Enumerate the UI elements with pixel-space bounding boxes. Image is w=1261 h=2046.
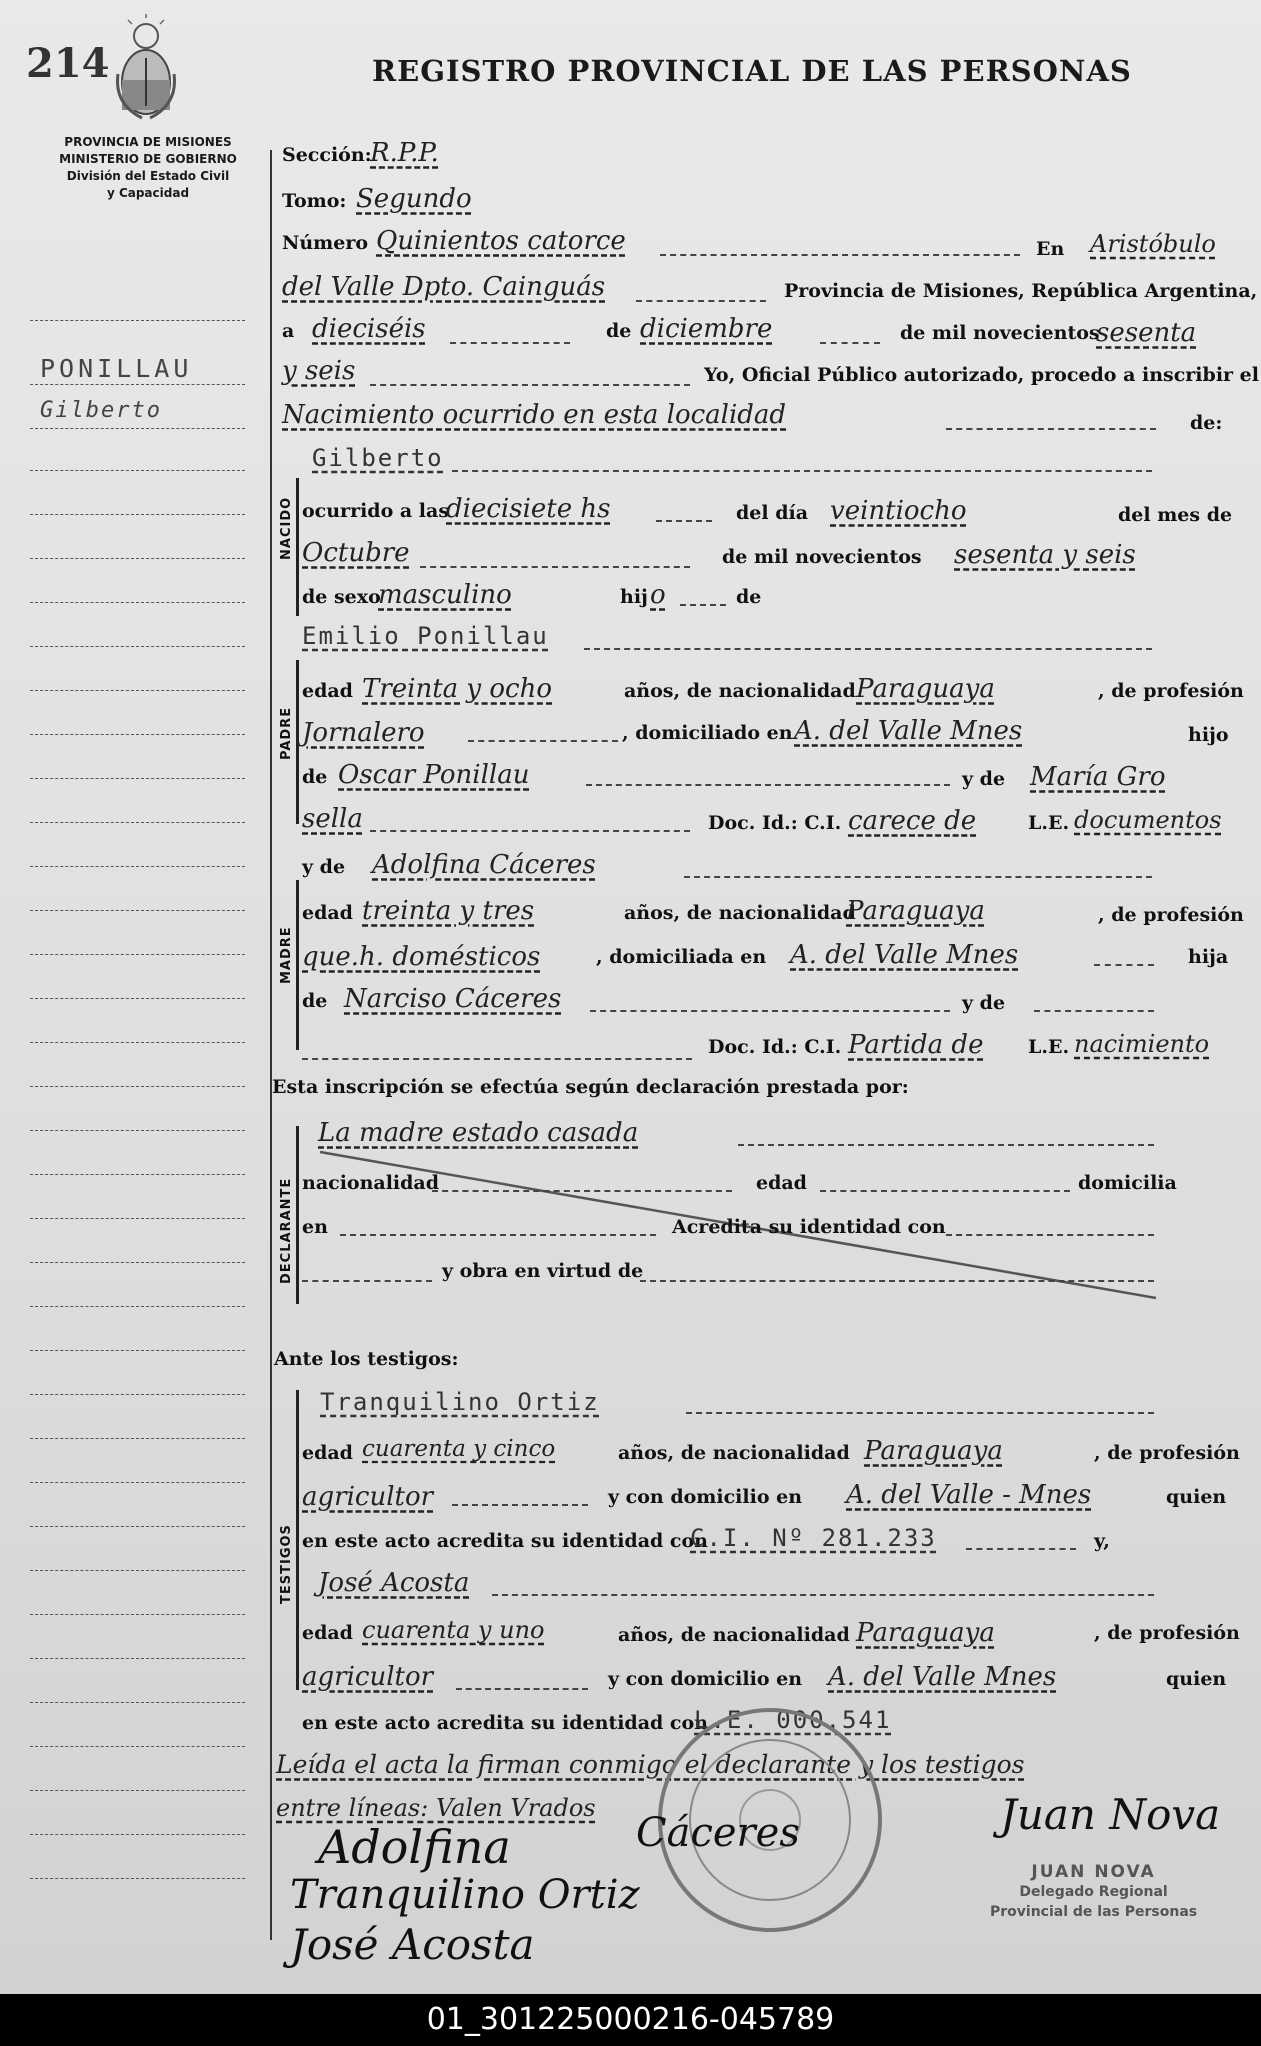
seccion-value: R.P.P. — [370, 138, 439, 168]
sexo-value: masculino — [378, 580, 512, 610]
mes-nac-value: Octubre — [302, 538, 410, 568]
del-dia-label: del día — [736, 502, 809, 524]
madre-nac-label: años, de nacionalidad — [624, 902, 856, 924]
testigo1-prof-label: , de profesión — [1094, 1442, 1240, 1464]
testigo2-prof-label: , de profesión — [1094, 1622, 1240, 1644]
numero-value: Quinientos catorce — [376, 226, 626, 256]
testigo2-nac-value: Paraguaya — [856, 1618, 995, 1648]
mil-nov-label: de mil novecientos — [900, 322, 1100, 344]
tomo-value: Segundo — [356, 184, 472, 214]
testigos-side-label: TESTIGOS — [279, 1524, 294, 1604]
anio-value-1: sesenta — [1096, 318, 1197, 348]
nacido-bar — [296, 478, 299, 616]
testigo1-nac-value: Paraguaya — [864, 1436, 1003, 1466]
testigo2-quien-label: quien — [1166, 1668, 1227, 1690]
padre-edad-value: Treinta y ocho — [362, 674, 552, 704]
padre-nac-label: años, de nacionalidad — [624, 680, 856, 702]
madre-prof-value: que.h. domésticos — [302, 942, 541, 972]
padre-le-label: L.E. — [1028, 812, 1070, 834]
padre-madre-value-1: María Gro — [1030, 762, 1166, 792]
a-label: a — [282, 320, 295, 342]
anio-nac-value: sesenta y seis — [954, 540, 1136, 570]
oficial-stamp-line: Delegado Regional — [1019, 1884, 1168, 1900]
madre-dom-label: , domiciliada en — [596, 946, 767, 968]
margin-given-name: Gilberto — [40, 398, 162, 423]
testigo1-nombre: Tranquilino Ortiz — [320, 1388, 600, 1416]
en-label: En — [1036, 238, 1065, 260]
testigo2-dom-label: y con domicilio en — [608, 1668, 803, 1690]
numero-label: Número — [282, 232, 369, 254]
testigo2-nombre: José Acosta — [318, 1568, 470, 1598]
domicilia-label: domicilia — [1078, 1172, 1177, 1194]
registry-title: REGISTRO PROVINCIAL DE LAS PERSONAS — [372, 54, 1132, 88]
acredita-label: Acredita su identidad con — [672, 1216, 946, 1238]
padre-side-label: PADRE — [279, 706, 294, 760]
madre-dom-value: A. del Valle Mnes — [790, 940, 1019, 970]
testigo2-dom-value: A. del Valle Mnes — [828, 1662, 1057, 1692]
org-block — [40, 134, 256, 202]
signature-madre: Adolfina — [318, 1820, 511, 1874]
org-line: División del Estado Civil — [66, 169, 230, 183]
madre-le-value: nacimiento — [1074, 1030, 1210, 1058]
dia-value: dieciséis — [312, 314, 426, 344]
testigo1-prof-value: agricultor — [302, 1482, 434, 1512]
margin-divider — [270, 150, 272, 1940]
lugar-value-2: del Valle Dpto. Cainguás — [282, 272, 606, 302]
hij-sufijo: o — [650, 580, 666, 610]
hora-value: diecisiete hs — [446, 494, 611, 524]
testigo1-dom-value: A. del Valle - Mnes — [846, 1480, 1092, 1510]
testigo1-y-label: y, — [1094, 1530, 1110, 1552]
madre-bar — [296, 880, 299, 1050]
madre-de-label: de — [302, 990, 328, 1012]
edad-label: edad — [756, 1172, 807, 1194]
org-line: y Capacidad — [106, 186, 190, 200]
cierre-line-2: entre líneas: Valen Vrados — [276, 1794, 596, 1822]
acto-value: Nacimiento ocurrido en esta localidad — [282, 400, 787, 430]
declarante-side-label: DECLARANTE — [279, 1177, 294, 1284]
padre-bar — [296, 660, 299, 824]
seccion-label: Sección: — [282, 144, 372, 166]
en2-label: en — [302, 1216, 328, 1238]
oficial-stamp-line: JUAN NOVA — [1031, 1862, 1156, 1882]
coat-of-arms-icon — [112, 14, 180, 124]
madre-yde-label: y de — [302, 856, 346, 878]
testigos-bar — [296, 1390, 299, 1690]
padre-doc-label: Doc. Id.: C.I. — [708, 812, 842, 834]
testigo2-acredita-label: en este acto acredita su identidad con — [302, 1712, 708, 1734]
cierre-line-1: Leída el acta la firman conmigo el declarante y los testigos — [276, 1750, 1025, 1779]
padre-nac-value: Paraguaya — [856, 674, 995, 704]
de-colon-label: de: — [1190, 412, 1223, 434]
obra-label: y obra en virtud de — [442, 1260, 644, 1282]
oficial-text: Yo, Oficial Público autorizado, procedo a inscribir el — [704, 364, 1259, 386]
testigo1-edad-value: cuarenta y cinco — [362, 1436, 556, 1462]
testigo1-doc-value: C.I. Nº 281.233 — [690, 1524, 937, 1552]
madre-hija-label: hija — [1188, 946, 1229, 968]
tomo-label: Tomo: — [282, 190, 347, 212]
sexo-label: de sexo — [302, 586, 381, 608]
testigo2-nac-label: años, de nacionalidad — [618, 1624, 850, 1646]
de-label: de — [606, 320, 632, 342]
padre-madre-value-2: sella — [302, 804, 363, 834]
de2-label: de — [736, 586, 762, 608]
padre-ci-value: carece de — [848, 806, 977, 836]
mil-nov2-label: de mil novecientos — [722, 546, 922, 568]
declarante-bar — [296, 1126, 299, 1304]
org-line: PROVINCIA DE MISIONES — [64, 135, 232, 149]
madre-edad-label: edad — [302, 902, 353, 924]
signature-testigo2: José Acosta — [290, 1920, 535, 1969]
declaracion-text: Esta inscripción se efectúa según declaración prestada por: — [272, 1076, 909, 1098]
oficial-stamp-line: Provincial de las Personas — [990, 1904, 1198, 1920]
margin-surname: PONILLAU — [40, 354, 193, 383]
padre-padre-value: Oscar Ponillau — [338, 760, 530, 790]
oficial-stamp — [990, 1862, 1197, 1922]
testigo2-edad-value: cuarenta y uno — [362, 1616, 545, 1644]
dia-nac-value: veintiocho — [830, 496, 967, 526]
madre-padre-value: Narciso Cáceres — [344, 984, 562, 1014]
testigo1-edad-label: edad — [302, 1442, 353, 1464]
padre-nombre: Emilio Ponillau — [302, 622, 549, 650]
testigo1-acredita-label: en este acto acredita su identidad con — [302, 1530, 708, 1552]
testigo1-dom-label: y con domicilio en — [608, 1486, 803, 1508]
madre-edad-value: treinta y tres — [362, 896, 535, 926]
nacido-nombre: Gilberto — [312, 444, 444, 472]
ocurrido-label: ocurrido a las — [302, 500, 450, 522]
madre-le-label: L.E. — [1028, 1036, 1070, 1058]
madre-nac-value: Paraguaya — [846, 896, 985, 926]
madre-ci-value: Partida de — [848, 1030, 984, 1060]
signature-testigo1: Tranquilino Ortiz — [290, 1872, 640, 1918]
testigo2-doc-value: L.E. 000.541 — [694, 1706, 892, 1734]
page-number: 214 — [26, 40, 110, 87]
madre-nombre: Adolfina Cáceres — [372, 850, 596, 880]
signature-oficial: Juan Nova — [1000, 1790, 1221, 1839]
lugar-value-1: Aristóbulo — [1090, 230, 1216, 258]
padre-prof-label: , de profesión — [1098, 680, 1244, 702]
padre-hijo-label: hijo — [1188, 724, 1229, 746]
nacido-side-label: NACIDO — [279, 496, 294, 560]
hij-label: hij — [620, 586, 648, 608]
madre-yde2-label: y de — [962, 992, 1006, 1014]
padre-le-value: documentos — [1074, 806, 1222, 834]
anio-value-2: y seis — [282, 356, 356, 386]
testigo1-quien-label: quien — [1166, 1486, 1227, 1508]
padre-yde-label: y de — [962, 768, 1006, 790]
testigo2-prof-value: agricultor — [302, 1662, 434, 1692]
signature-madre-apellido: Cáceres — [636, 1810, 800, 1856]
padre-prof-value: Jornalero — [302, 718, 425, 748]
madre-prof-label: , de profesión — [1098, 904, 1244, 926]
madre-doc-label: Doc. Id.: C.I. — [708, 1036, 842, 1058]
declarante-value: La madre estado casada — [318, 1118, 639, 1148]
ante-testigos-label: Ante los testigos: — [274, 1348, 459, 1370]
testigo1-nac-label: años, de nacionalidad — [618, 1442, 850, 1464]
file-id-footer: 01_301225000216-045789 — [0, 1994, 1261, 2046]
madre-side-label: MADRE — [279, 926, 294, 984]
del-mes-label: del mes de — [1118, 504, 1233, 526]
padre-dom-label: , domiciliado en — [622, 722, 793, 744]
padre-de-label: de — [302, 766, 328, 788]
nacionalidad-label: nacionalidad — [302, 1172, 440, 1194]
provincia-text: Provincia de Misiones, República Argentina, — [784, 280, 1258, 302]
testigo2-edad-label: edad — [302, 1622, 353, 1644]
padre-edad-label: edad — [302, 680, 353, 702]
org-line: MINISTERIO DE GOBIERNO — [59, 152, 237, 166]
mes-value: diciembre — [640, 314, 773, 344]
padre-dom-value: A. del Valle Mnes — [794, 716, 1023, 746]
